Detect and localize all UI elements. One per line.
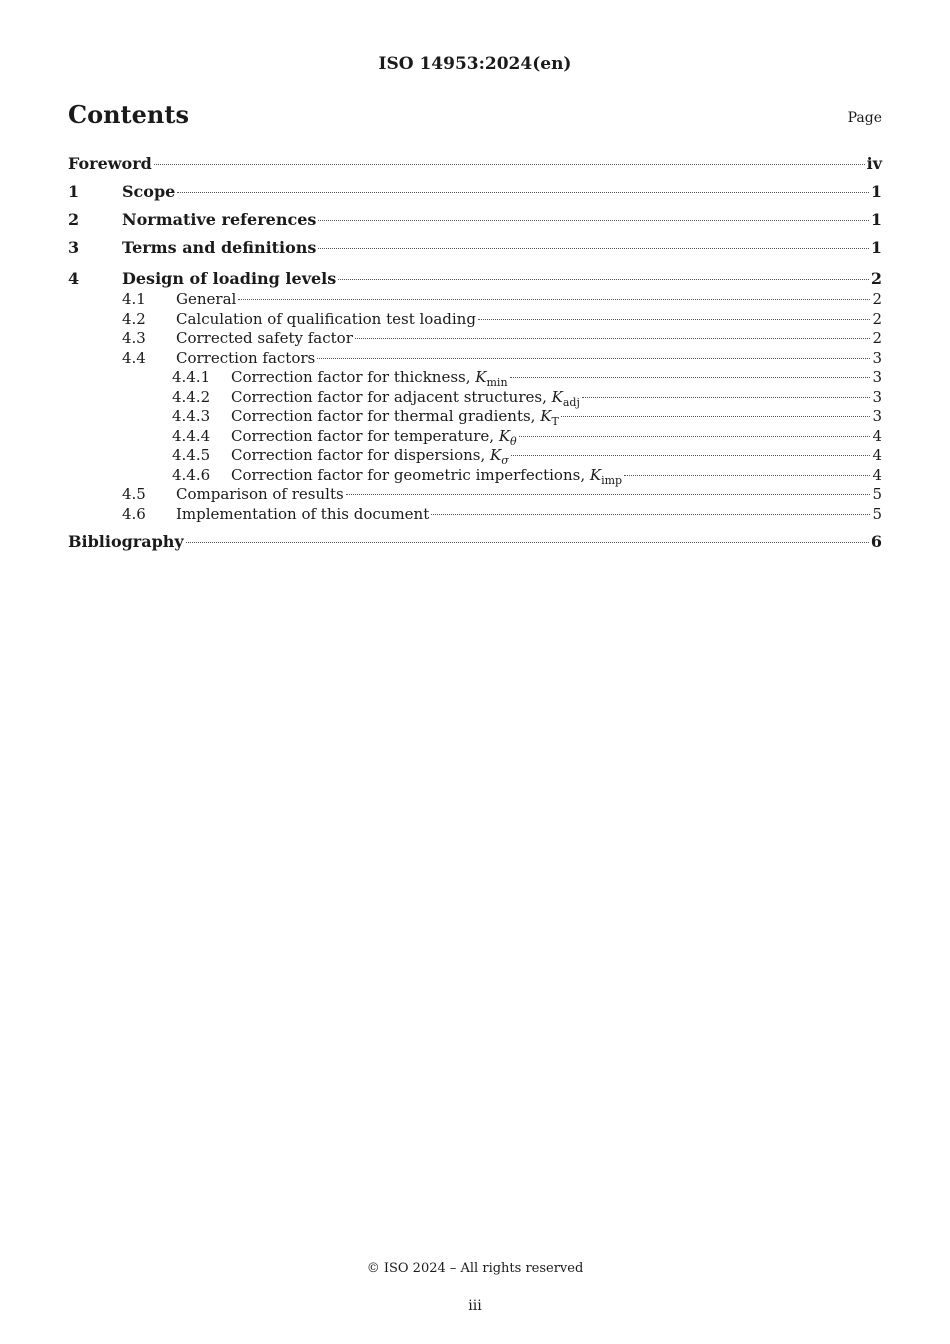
- toc-title: Implementation of this document: [176, 504, 430, 523]
- leader-dots: [519, 435, 871, 437]
- toc-page: 4: [872, 465, 882, 484]
- toc-entry-implementation[interactable]: [68, 505, 882, 525]
- math-subscript: θ: [510, 434, 517, 448]
- toc-number: 4.4.1: [172, 368, 211, 386]
- toc-number: 4.4: [122, 348, 146, 367]
- toc-number: 1: [68, 182, 80, 201]
- toc-entry-correction-factors[interactable]: [68, 349, 882, 369]
- math-subscript: min: [486, 376, 508, 389]
- toc-entry-foreword[interactable]: [68, 152, 882, 180]
- leader-dots: [582, 396, 871, 398]
- math-subscript: T: [551, 415, 559, 428]
- math-symbol: K: [475, 368, 487, 386]
- toc-entry-correction-temperature[interactable]: [68, 427, 882, 447]
- toc-number: 4.5: [122, 485, 146, 503]
- toc-number: 4.4.3: [172, 407, 211, 425]
- toc-title: Calculation of qualification test loading: [176, 309, 476, 328]
- toc-number: 4.4.2: [172, 387, 211, 406]
- math-subscript: imp: [601, 473, 623, 487]
- toc-page: 3: [872, 387, 882, 406]
- toc-entry-correction-adjacent-structures[interactable]: [68, 388, 882, 408]
- toc-entry-bibliography[interactable]: [68, 530, 882, 558]
- toc-number: 4.1: [122, 290, 146, 308]
- toc-number: 4.4.5: [172, 446, 211, 464]
- toc-title: Correction factor for thickness, $K_{min}$: [231, 368, 508, 389]
- toc-title: Bibliography: [68, 532, 184, 551]
- toc-page: 2: [872, 309, 882, 328]
- toc-entry-normative-references[interactable]: [68, 208, 882, 236]
- leader-dots: [238, 298, 870, 300]
- toc-number: 4: [68, 269, 80, 288]
- toc-title: Correction factor for adjacent structures, $K_{adj}$: [231, 387, 580, 409]
- toc-number: 4.2: [122, 309, 146, 328]
- leader-dots: [317, 357, 870, 359]
- leader-dots: [511, 454, 871, 456]
- copyright-notice: © ISO 2024 – All rights reserved: [366, 1261, 584, 1276]
- toc-page: 4: [872, 446, 882, 464]
- toc-title: Normative references: [122, 210, 317, 229]
- math-symbol: K: [551, 387, 563, 406]
- leader-dots: [355, 337, 871, 339]
- toc-title: Correction factor for temperature, $K_\theta$: [231, 426, 517, 448]
- leader-dots: [318, 219, 868, 221]
- document-id-header: ISO 14953:2024(en): [378, 54, 572, 74]
- leader-dots: [624, 474, 870, 476]
- toc-title: Correction factor for geometric imperfections, $K_{imp}$: [231, 465, 623, 487]
- toc-entry-calculation-qualification-test-loading[interactable]: [68, 310, 882, 330]
- toc-page: 1: [870, 238, 882, 257]
- math-symbol: K: [540, 407, 552, 425]
- toc-page: 2: [872, 290, 882, 308]
- toc-page: 1: [870, 210, 882, 229]
- toc-entry-correction-geometric-imperfections[interactable]: [68, 466, 882, 486]
- toc-page: 3: [872, 348, 882, 367]
- math-subscript: σ: [501, 454, 509, 467]
- toc-title: General: [176, 290, 237, 308]
- toc-page: 3: [872, 368, 882, 386]
- toc-title: Correction factor for dispersions, $K_\sigma$: [231, 446, 509, 467]
- toc-page: iv: [866, 154, 882, 173]
- toc-entry-terms-and-definitions[interactable]: [68, 236, 882, 264]
- toc-title: Terms and definitions: [122, 238, 317, 257]
- toc-entry-general[interactable]: [68, 290, 882, 310]
- toc-entry-correction-dispersions[interactable]: [68, 446, 882, 466]
- toc-page: 3: [872, 407, 882, 425]
- toc-title: Corrected safety factor: [176, 329, 353, 347]
- page-number: iii: [468, 1298, 482, 1314]
- leader-dots: [154, 163, 865, 165]
- leader-dots: [431, 513, 870, 515]
- leader-dots: [318, 247, 868, 249]
- toc-number: 3: [68, 238, 80, 257]
- toc-entry-correction-thermal-gradients[interactable]: [68, 407, 882, 427]
- toc-title: Foreword: [68, 154, 152, 173]
- toc-page: 6: [870, 532, 882, 551]
- toc-number: 4.3: [122, 329, 146, 347]
- toc-title: Correction factors: [176, 348, 316, 367]
- toc-entry-scope[interactable]: [68, 180, 882, 208]
- toc-title: Design of loading levels: [122, 269, 337, 288]
- toc-page: 4: [872, 426, 882, 445]
- toc-page: 2: [872, 329, 882, 347]
- toc-page: 2: [870, 269, 882, 288]
- contents-heading: Contents: [68, 100, 189, 129]
- leader-dots: [561, 415, 871, 417]
- toc-page: 5: [872, 504, 882, 523]
- leader-dots: [338, 278, 869, 280]
- toc-title: Comparison of results: [176, 485, 344, 503]
- leader-dots: [177, 191, 869, 193]
- page-column-label: Page: [847, 110, 882, 126]
- leader-dots: [510, 376, 871, 378]
- math-subscript: adj: [562, 395, 580, 409]
- leader-dots: [346, 493, 871, 495]
- toc-number: 2: [68, 210, 80, 229]
- toc-number: 4.4.4: [172, 426, 211, 445]
- toc-number: 4.4.6: [172, 465, 211, 484]
- math-symbol: K: [589, 465, 602, 484]
- toc-title: Scope: [122, 182, 176, 201]
- table-of-contents: [68, 152, 882, 558]
- toc-number: 4.6: [122, 504, 146, 523]
- leader-dots: [186, 541, 869, 543]
- leader-dots: [478, 318, 871, 320]
- toc-page: 5: [872, 485, 882, 503]
- toc-page: 1: [870, 182, 882, 201]
- math-symbol: K: [490, 446, 502, 464]
- toc-title: Correction factor for thermal gradients, $K_T$: [231, 407, 559, 428]
- toc-entry-correction-thickness[interactable]: [68, 368, 882, 388]
- toc-entry-comparison-of-results[interactable]: [68, 485, 882, 505]
- toc-entry-design-of-loading-levels[interactable]: [68, 268, 882, 290]
- math-symbol: K: [498, 426, 511, 445]
- toc-entry-corrected-safety-factor[interactable]: [68, 329, 882, 349]
